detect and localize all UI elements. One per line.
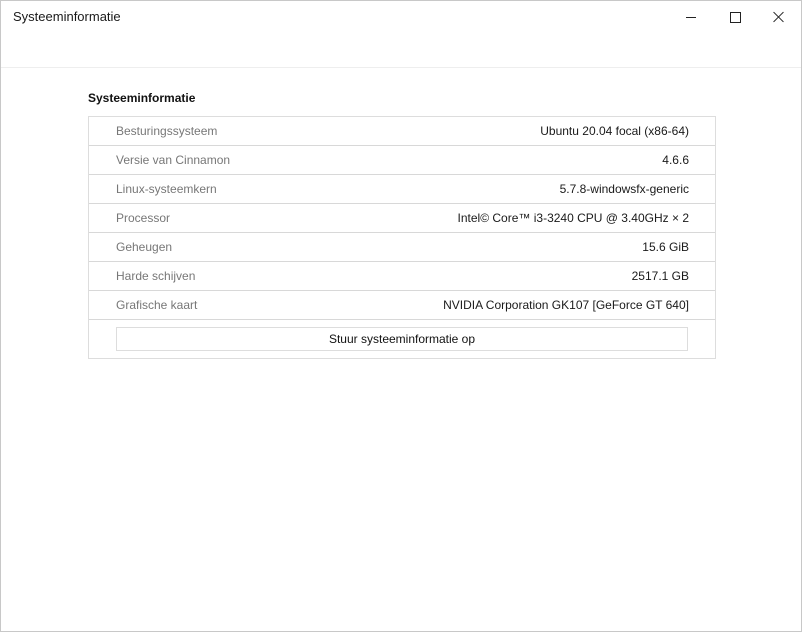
row-label: Grafische kaart: [116, 298, 198, 312]
info-row-cinnamon-version: [89, 146, 715, 175]
info-row-disks: [89, 262, 715, 291]
row-value: NVIDIA Corporation GK107 [GeForce GT 640]: [443, 298, 689, 312]
row-label: Versie van Cinnamon: [116, 153, 231, 167]
close-button[interactable]: [757, 1, 801, 33]
minimize-icon: [686, 17, 696, 18]
row-label: Processor: [116, 211, 171, 225]
row-value: 4.6.6: [662, 153, 689, 167]
row-label: Besturingssysteem: [116, 124, 218, 138]
row-value: 15.6 GiB: [642, 240, 689, 254]
row-label: Linux-systeemkern: [116, 182, 217, 196]
section-title: Systeeminformatie: [88, 91, 196, 105]
row-label: Geheugen: [116, 240, 173, 254]
row-label: Harde schijven: [116, 269, 196, 283]
close-icon: [773, 11, 785, 23]
info-row-os: [89, 117, 715, 146]
row-value: 2517.1 GB: [631, 269, 689, 283]
system-info-panel: [88, 116, 716, 359]
info-row-graphics: [89, 291, 715, 320]
row-value: 5.7.8-windowsfx-generic: [559, 182, 689, 196]
title-bar: [1, 1, 801, 68]
upload-system-info-button[interactable]: Stuur systeeminformatie op: [116, 327, 688, 351]
minimize-button[interactable]: [669, 1, 713, 33]
row-value: Ubuntu 20.04 focal (x86-64): [540, 124, 689, 138]
maximize-icon: [730, 12, 741, 23]
window-title: Systeeminformatie: [13, 9, 121, 24]
maximize-button[interactable]: [713, 1, 757, 33]
info-row-memory: [89, 233, 715, 262]
row-value: Intel© Core™ i3-3240 CPU @ 3.40GHz × 2: [457, 211, 689, 225]
info-row-processor: [89, 204, 715, 233]
info-row-kernel: [89, 175, 715, 204]
